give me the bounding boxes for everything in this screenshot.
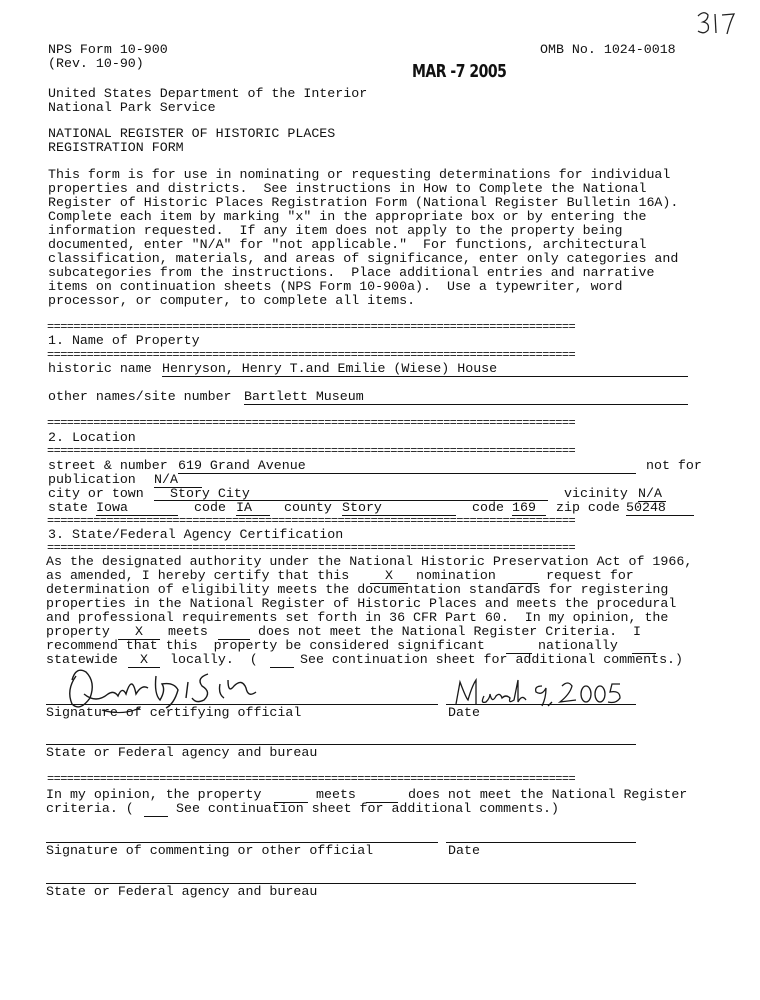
form-title-2: REGISTRATION FORM bbox=[48, 140, 184, 155]
state-code-field[interactable]: IA bbox=[236, 501, 270, 516]
opinion-continuation-checkbox[interactable] bbox=[144, 802, 168, 817]
nomination-checkbox[interactable]: X bbox=[370, 569, 408, 584]
form-revision: (Rev. 10-90) bbox=[48, 56, 144, 71]
county-field[interactable]: Story bbox=[342, 501, 456, 516]
nomination-label: nomination bbox=[416, 568, 496, 583]
certification-line-1: As the designated authority under the National Historic Preservation Act of 1966, bbox=[46, 554, 693, 569]
historic-name-label: historic name bbox=[48, 361, 152, 376]
zip-label: zip code bbox=[556, 500, 620, 515]
certification-line-4: properties in the National Register of Historic Places and meets the procedural bbox=[46, 596, 677, 611]
omb-number: OMB No. 1024-0018 bbox=[540, 42, 676, 57]
received-date-stamp: MAR -7 2005 bbox=[412, 62, 507, 82]
instruction-line-6: documented, enter "N/A" for "not applicable." For functions, architectural bbox=[48, 237, 647, 252]
instruction-line-5: information requested. If any item does not apply to the property being bbox=[48, 223, 623, 238]
property-label: property bbox=[46, 624, 110, 639]
instruction-line-10: processor, or computer, to complete all items. bbox=[48, 293, 416, 308]
divider-rule: ================================================================================ bbox=[47, 543, 576, 553]
instruction-line-1: This form is for use in nominating or requesting determinations for individual bbox=[48, 167, 671, 182]
locally-label: locally. ( bbox=[170, 652, 258, 667]
agency-line-1: United States Department of the Interior bbox=[48, 86, 368, 101]
state-field[interactable]: Iowa bbox=[96, 501, 178, 516]
meets-checkbox[interactable]: X bbox=[118, 625, 160, 640]
section-2-heading: 2. Location bbox=[48, 430, 136, 445]
divider-rule: ================================================================================ bbox=[47, 516, 576, 526]
state-code-label: code bbox=[194, 500, 226, 515]
street-field[interactable]: 619 Grand Avenue bbox=[178, 459, 636, 474]
opinion-continuation-note: See continuation sheet for additional comments.) bbox=[176, 801, 560, 816]
certification-line-2: as amended, I hereby certify that this bbox=[46, 568, 350, 583]
instruction-line-9: items on continuation sheets (NPS Form 10-900a). Use a typewriter, word bbox=[48, 279, 623, 294]
certification-line-5: and professional requirements set forth in 36 CFR Part 60. In my opinion, the bbox=[46, 610, 669, 625]
certification-line-3: determination of eligibility meets the documentation standards for registering bbox=[46, 582, 669, 597]
certifying-date-label: Date bbox=[448, 705, 480, 720]
divider-rule: ================================================================================ bbox=[47, 322, 576, 332]
instruction-line-2: properties and districts. See instructions in How to Complete the National bbox=[48, 181, 647, 196]
commenting-signature-label: Signature of commenting or other official bbox=[46, 843, 374, 858]
street-label: street & number bbox=[48, 458, 168, 473]
other-names-label: other names/site number bbox=[48, 389, 232, 404]
vicinity-label: vicinity bbox=[564, 486, 628, 501]
instruction-line-3: Register of Historic Places Registration Form (National Register Bulletin 16A). bbox=[48, 195, 679, 210]
city-field[interactable]: Story City bbox=[154, 487, 548, 501]
section-1-heading: 1. Name of Property bbox=[48, 333, 200, 348]
section-3-heading: 3. State/Federal Agency Certification bbox=[48, 527, 344, 542]
instruction-line-8: subcategories from the instructions. Place additional entries and narrative bbox=[48, 265, 655, 280]
county-code-label: code bbox=[472, 500, 504, 515]
certifying-signature-label: Signature of certifying official bbox=[46, 705, 302, 720]
historic-name-field[interactable]: Henryson, Henry T.and Emilie (Wiese) House bbox=[162, 362, 688, 377]
city-label: city or town bbox=[48, 486, 144, 501]
divider-rule: ================================================================================ bbox=[47, 418, 576, 428]
request-label: request for bbox=[546, 568, 634, 583]
agency-line-2: National Park Service bbox=[48, 100, 216, 115]
form-title-1: NATIONAL REGISTER OF HISTORIC PLACES bbox=[48, 126, 336, 141]
vicinity-field[interactable]: N/A bbox=[638, 487, 666, 502]
commenting-date-label: Date bbox=[448, 843, 480, 858]
other-names-field[interactable]: Bartlett Museum bbox=[244, 390, 688, 405]
agency-bureau-label-2: State or Federal agency and bureau bbox=[46, 884, 318, 899]
does-not-meet-label: does not meet the National Register Criteria. I bbox=[258, 624, 642, 639]
publication-label: publication bbox=[48, 472, 136, 487]
county-label: county bbox=[284, 500, 332, 515]
divider-rule: ================================================================================ bbox=[47, 774, 576, 784]
divider-rule: ================================================================================ bbox=[47, 350, 576, 360]
recommend-line: recommend that this property be considered significant bbox=[46, 638, 485, 653]
opinion-line-1: In my opinion, the property bbox=[46, 787, 262, 802]
continuation-note: See continuation sheet for additional comments.) bbox=[300, 652, 684, 667]
opinion-meets-label: meets bbox=[316, 787, 356, 802]
zip-field[interactable]: 50248 bbox=[626, 501, 694, 516]
instruction-line-7: classification, materials, and areas of significance, enter only categories and bbox=[48, 251, 679, 266]
publication-field[interactable]: N/A bbox=[154, 473, 202, 488]
statewide-label: statewide bbox=[46, 652, 118, 667]
nationally-label: nationally bbox=[538, 638, 618, 653]
not-for-publication-label: not for bbox=[646, 458, 702, 473]
statewide-checkbox[interactable]: X bbox=[128, 653, 160, 668]
page-number-text bbox=[698, 10, 722, 24]
county-code-field[interactable]: 169 bbox=[512, 501, 546, 516]
instruction-line-4: Complete each item by marking "x" in the appropriate box or by entering the bbox=[48, 209, 647, 224]
state-label: state bbox=[48, 500, 88, 515]
agency-bureau-label: State or Federal agency and bureau bbox=[46, 745, 318, 760]
meets-label: meets bbox=[168, 624, 208, 639]
divider-rule: ================================================================================ bbox=[47, 446, 576, 456]
opinion-does-not-meet-label: does not meet the National Register bbox=[408, 787, 688, 802]
opinion-line-2: criteria. ( bbox=[46, 801, 134, 816]
form-number: NPS Form 10-900 bbox=[48, 42, 168, 57]
